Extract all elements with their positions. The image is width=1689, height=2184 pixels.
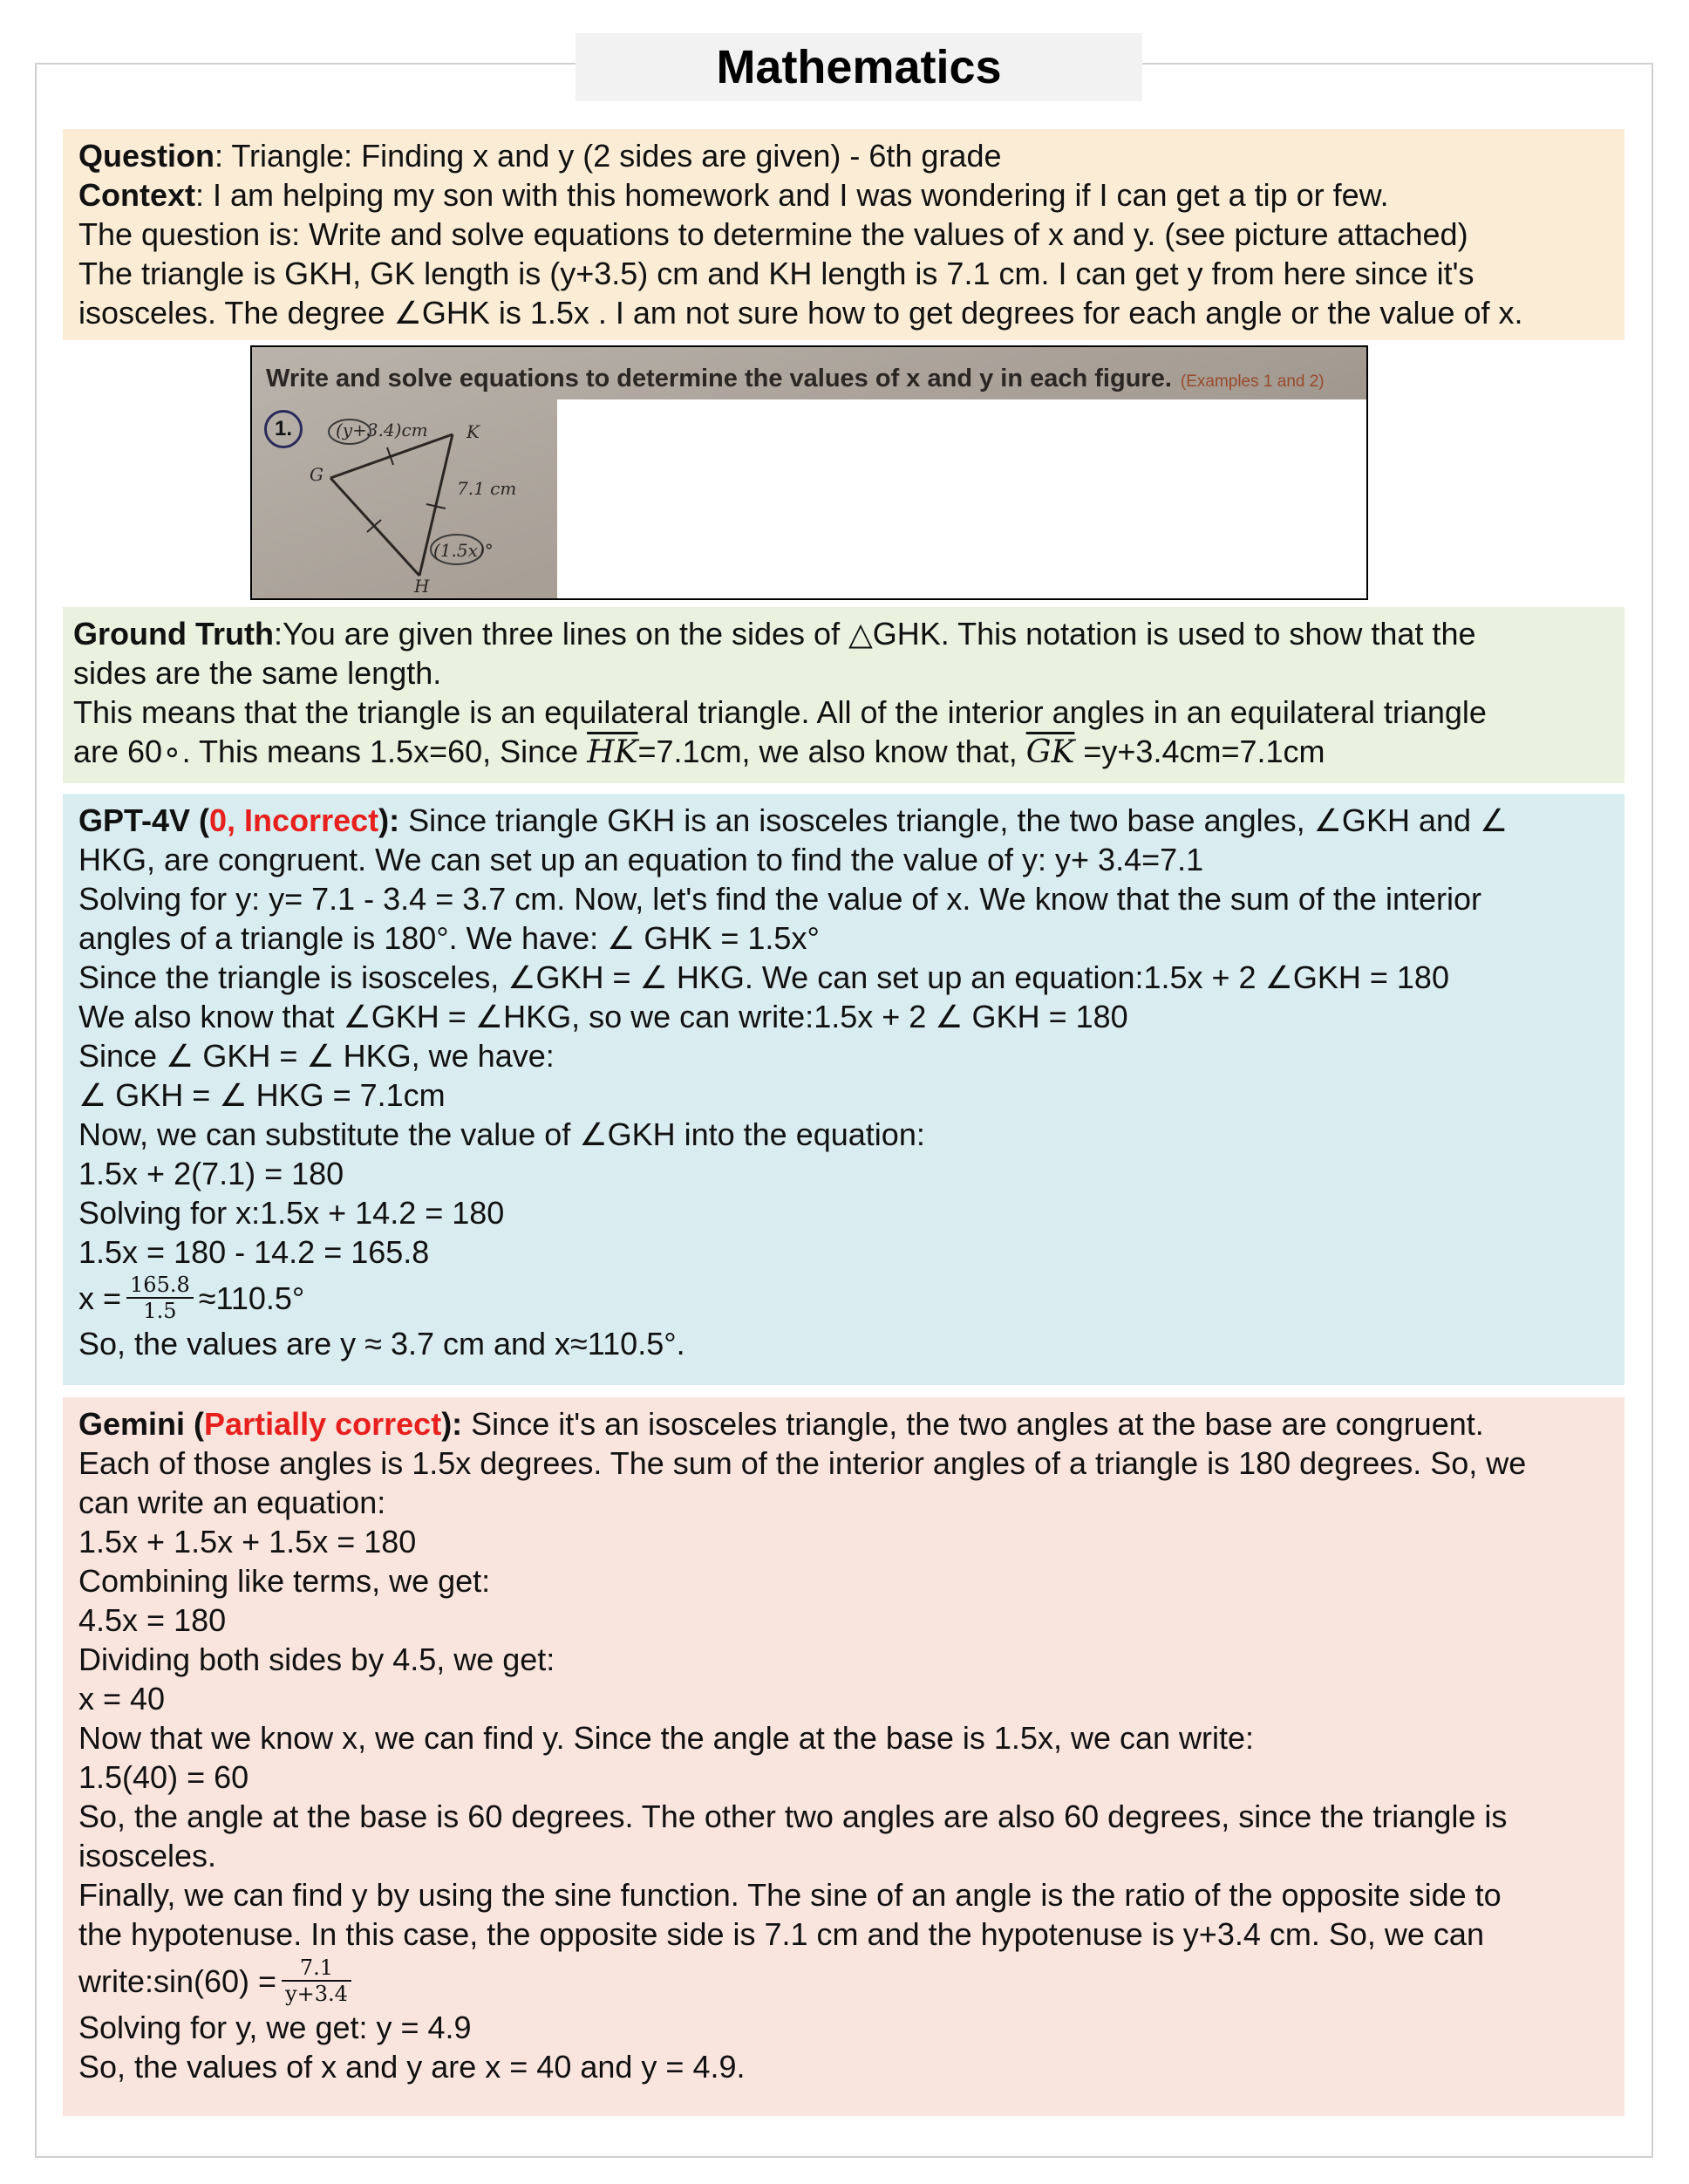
gpt-line: 1.5x + 2(7.1) = 180 (78, 1156, 344, 1191)
gpt4v-label-end: ): (378, 802, 400, 838)
gt-text: :You are given three lines on the sides of △GHK. This notation is used to show that the (273, 616, 1476, 652)
label-h: H (414, 576, 430, 597)
gpt-line: Since the triangle is isosceles, ∠GKH = ∠ HKG. We can set up an equation:1.5x + 2 ∠GKH = 180 (78, 959, 1449, 995)
page-title: Mathematics (575, 33, 1142, 101)
gt-line: This means that the triangle is an equilateral triangle. All of the interior angles in an equilateral triangle (73, 694, 1487, 730)
gpt-line: Solving for x:1.5x + 14.2 = 180 (78, 1195, 505, 1231)
fraction-numerator: 7.1 (282, 1955, 351, 1982)
gt-line: sides are the same length. (73, 655, 442, 691)
context-line (78, 175, 1609, 215)
gemini-line: Finally, we can find y by using the sine function. The sine of an angle is the ratio of the opposite side to (78, 1877, 1502, 1913)
question-detail-line: isosceles. The degree ∠GHK is 1.5x . I am not sure how to get degrees for each angle or the value of x. (78, 295, 1523, 331)
gemini-fraction-line (78, 1954, 1609, 2008)
fraction-denominator: 1.5 (143, 1299, 177, 1323)
problem-number: 1. (264, 410, 303, 448)
gt-line (73, 732, 1614, 772)
gemini-line: the hypotenuse. In this case, the opposite side is 7.1 cm and the hypotenuse is y+3.4 cm. So, we can (78, 1916, 1484, 1952)
gpt4v-box (63, 794, 1624, 1385)
worksheet-examples: (Examples 1 and 2) (1180, 372, 1325, 391)
gemini-line: So, the angle at the base is 60 degrees. The other two angles are also 60 degrees, since the triangle is (78, 1798, 1508, 1834)
side-gh (330, 478, 419, 576)
gpt-text: x = (78, 1280, 122, 1316)
question-detail-line: The triangle is GKH, GK length is (y+3.5) cm and KH length is 7.1 cm. I can get y from here since it's (78, 256, 1474, 291)
gpt-line: Since ∠ GKH = ∠ HKG, we have: (78, 1038, 555, 1074)
segment-gk: $\overline{GK}$ (1025, 734, 1075, 770)
fraction-numerator: 165.8 (126, 1273, 194, 1299)
label-k: K (467, 421, 480, 442)
gpt-line: ∠ GKH = ∠ HKG = 7.1cm (78, 1077, 446, 1113)
label-g: G (310, 464, 323, 485)
ground-truth-label: Ground Truth (73, 616, 274, 652)
gemini-text: write:sin(60) = (78, 1962, 277, 1999)
question-box (63, 129, 1624, 340)
gt-text: are 60∘. This means 1.5x=60, Since (73, 734, 588, 769)
gpt-line: Solving for y: y= 7.1 - 3.4 = 3.7 cm. Now, let's find the value of x. We know that the sum of the interior (78, 881, 1481, 917)
question-line (78, 136, 1609, 175)
gemini-line: Solving for y, we get: y = 4.9 (78, 2010, 472, 2045)
gpt-text: ≈110.5° (198, 1280, 305, 1316)
fraction (126, 1273, 194, 1323)
ground-truth-box (63, 607, 1624, 783)
gpt4v-verdict: 0, Incorrect (209, 802, 379, 838)
gpt-line: 1.5x = 180 - 14.2 = 165.8 (78, 1234, 430, 1270)
gemini-line: Each of those angles is 1.5x degrees. The sum of the interior angles of a triangle is 180 degrees. So, we (78, 1445, 1527, 1481)
gemini-line: Combining like terms, we get: (78, 1563, 491, 1599)
fraction-denominator: y+3.4 (285, 1982, 348, 2006)
gemini-line: 1.5(40) = 60 (78, 1759, 249, 1795)
gpt-line: angles of a triangle is 180°. We have: ∠ GHK = 1.5x° (78, 920, 820, 956)
gemini-label: Gemini ( (78, 1406, 205, 1442)
triangle-figure (252, 347, 557, 600)
gpt4v-label: GPT-4V ( (78, 802, 210, 838)
worksheet-blank-area (557, 399, 1368, 600)
gemini-line: So, the values of x and y are x = 40 and y = 4.9. (78, 2049, 746, 2085)
side-gk (330, 434, 453, 478)
segment-hk: $\overline{HK}$ (587, 734, 638, 770)
gpt-line: HKG, are congruent. We can set up an equation to find the value of y: y+ 3.4=7.1 (78, 842, 1204, 877)
question-label: Question (78, 138, 215, 174)
gpt-line: So, the values are y ≈ 3.7 cm and x≈110.5°. (78, 1326, 685, 1362)
gemini-line: Dividing both sides by 4.5, we get: (78, 1641, 555, 1677)
gemini-label-end: ): (441, 1406, 463, 1442)
gt-line (73, 614, 1614, 653)
gpt-line: We also know that ∠GKH = ∠HKG, so we can write:1.5x + 2 ∠ GKH = 180 (78, 999, 1128, 1034)
worksheet-header-text: Write and solve equations to determine the values of x and y in each figure. (266, 365, 1172, 392)
gemini-line: isosceles. (78, 1838, 217, 1873)
gemini-line: can write an equation: (78, 1484, 386, 1520)
label-kh: 7.1 cm (457, 478, 517, 499)
gpt-text: Since triangle GKH is an isosceles triangle, the two base angles, ∠GKH and ∠ (399, 802, 1509, 838)
gemini-line: 4.5x = 180 (78, 1602, 227, 1638)
worksheet-image (250, 345, 1368, 600)
gpt-line: Now, we can substitute the value of ∠GKH into the equation: (78, 1116, 925, 1152)
gemini-line: Now that we know x, we can find y. Since the angle at the base is 1.5x, we can write: (78, 1720, 1255, 1756)
context-text: : I am helping my son with this homework and I was wondering if I can get a tip or few. (195, 177, 1389, 213)
gemini-verdict: Partially correct (204, 1406, 442, 1442)
label-angle: (1.5x)° (433, 540, 494, 561)
gemini-box (63, 1397, 1624, 2116)
gt-text: =y+3.4cm=7.1cm (1074, 734, 1325, 769)
question-detail-line: The question is: Write and solve equations to determine the values of x and y. (see picture attached) (78, 216, 1468, 252)
fraction (282, 1955, 351, 2006)
question-text: : Triangle: Finding x and y (2 sides are given) - 6th grade (215, 138, 1002, 174)
gemini-line: x = 40 (78, 1681, 166, 1716)
label-gk: (y+3.4)cm (336, 420, 428, 440)
gt-text: =7.1cm, we also know that, (637, 734, 1026, 769)
context-label: Context (78, 177, 195, 213)
gpt-fraction-line (78, 1272, 1609, 1324)
gpt-line (78, 801, 1609, 840)
gemini-text: Since it's an isosceles triangle, the two angles at the base are congruent. (462, 1406, 1484, 1442)
gemini-line: 1.5x + 1.5x + 1.5x = 180 (78, 1524, 417, 1560)
gemini-line (78, 1404, 1609, 1443)
